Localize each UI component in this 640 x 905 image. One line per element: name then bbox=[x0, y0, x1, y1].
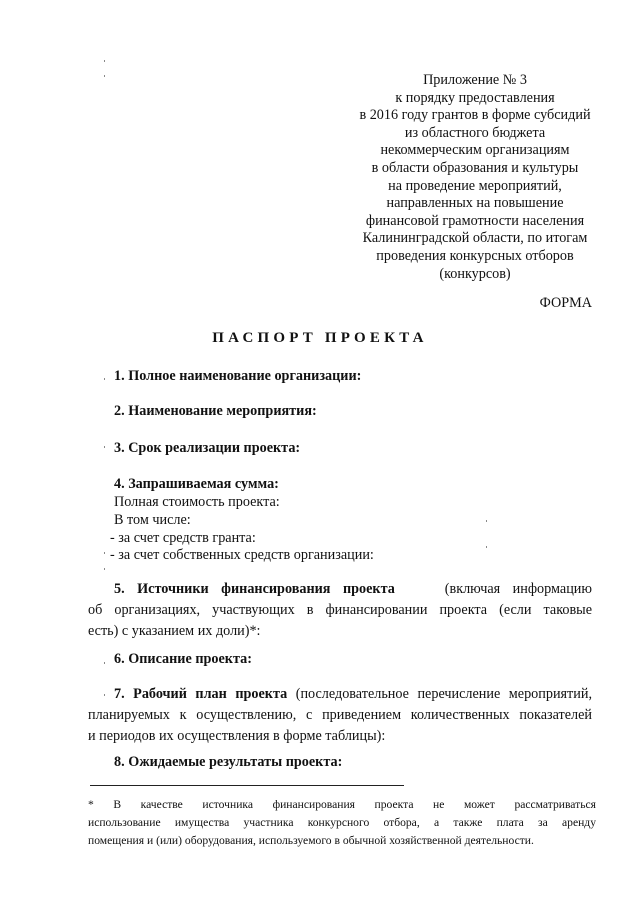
annex-line: Калининградской области, по итогам bbox=[362, 230, 588, 247]
footnote-line: помещения и (или) оборудования, используемого в обычной хозяйственной деятельности. bbox=[88, 834, 534, 847]
section-5-paragraph bbox=[88, 579, 592, 642]
section-5-line: об организациях, участвующих в финансировании проекта (если таковые bbox=[88, 602, 592, 618]
page-title: ПАСПОРТ ПРОЕКТА bbox=[212, 330, 428, 346]
annex-line: на проведение мероприятий, bbox=[388, 177, 562, 194]
section-7-paragraph bbox=[88, 684, 592, 747]
section-4-heading: 4. Запрашиваемая сумма: bbox=[114, 476, 279, 492]
scan-speck bbox=[104, 378, 105, 380]
section-2-heading: 2. Наименование мероприятия: bbox=[114, 403, 317, 419]
section-6-heading: 6. Описание проекта: bbox=[114, 651, 252, 667]
footnote-separator bbox=[90, 785, 404, 786]
scan-speck bbox=[104, 662, 105, 664]
scan-speck bbox=[104, 568, 105, 570]
scan-speck bbox=[486, 520, 487, 522]
annex-line: (конкурсов) bbox=[439, 265, 511, 282]
scan-speck bbox=[486, 546, 487, 548]
annex-line: финансовой грамотности населения bbox=[365, 212, 585, 229]
section-7-heading: 7. Рабочий план проекта bbox=[114, 686, 288, 702]
scan-speck bbox=[104, 60, 105, 62]
section-5-line: есть) с указанием их доли)*: bbox=[88, 623, 261, 639]
section-5-text: (включая информацию bbox=[444, 581, 592, 597]
including-label: В том числе: bbox=[114, 512, 191, 528]
annex-line: из областного бюджета bbox=[404, 124, 546, 141]
annex-line: проведения конкурсных отборов bbox=[376, 247, 574, 264]
section-8-heading: 8. Ожидаемые результаты проекта: bbox=[114, 754, 343, 770]
scan-speck bbox=[104, 552, 105, 554]
section-7-line: планируемых к осуществлению, с приведением количественных показателей bbox=[88, 707, 592, 723]
section-7-line: и периодов их осуществления в форме таблицы): bbox=[88, 728, 386, 744]
grant-funds-label: - за счет средств гранта: bbox=[110, 530, 256, 546]
section-5-line bbox=[88, 579, 592, 600]
form-label: ФОРМА bbox=[539, 295, 592, 311]
annex-line: направленных на повышение bbox=[386, 195, 564, 212]
section-3-heading: 3. Срок реализации проекта: bbox=[114, 440, 301, 456]
own-funds-label: - за счет собственных средств организации: bbox=[110, 547, 374, 563]
footnote-line: использование имущества участника конкурсного отбора, а также плата за аренду bbox=[88, 816, 596, 829]
section-7-line bbox=[88, 684, 592, 705]
annex-line: в области образования и культуры bbox=[371, 159, 579, 176]
section-7-text: (последовательное перечисление мероприятий, bbox=[287, 686, 592, 702]
full-cost-label: Полная стоимость проекта: bbox=[114, 494, 280, 510]
annex-header bbox=[330, 72, 620, 283]
footnote bbox=[88, 796, 596, 850]
annex-line: к порядку предоставления bbox=[395, 89, 555, 106]
annex-line: в 2016 году грантов в форме субсидий bbox=[359, 107, 591, 124]
annex-line: некоммерческим организациям bbox=[380, 142, 570, 159]
footnote-line: * В качестве источника финансирования проекта не может рассматриваться bbox=[88, 798, 596, 811]
annex-line: Приложение № 3 bbox=[423, 72, 527, 88]
scan-speck bbox=[104, 694, 105, 696]
section-1-heading: 1. Полное наименование организации: bbox=[114, 368, 362, 384]
scan-speck bbox=[104, 446, 105, 448]
scan-speck bbox=[104, 75, 105, 77]
section-5-heading: 5. Источники финансирования проекта bbox=[114, 581, 395, 597]
